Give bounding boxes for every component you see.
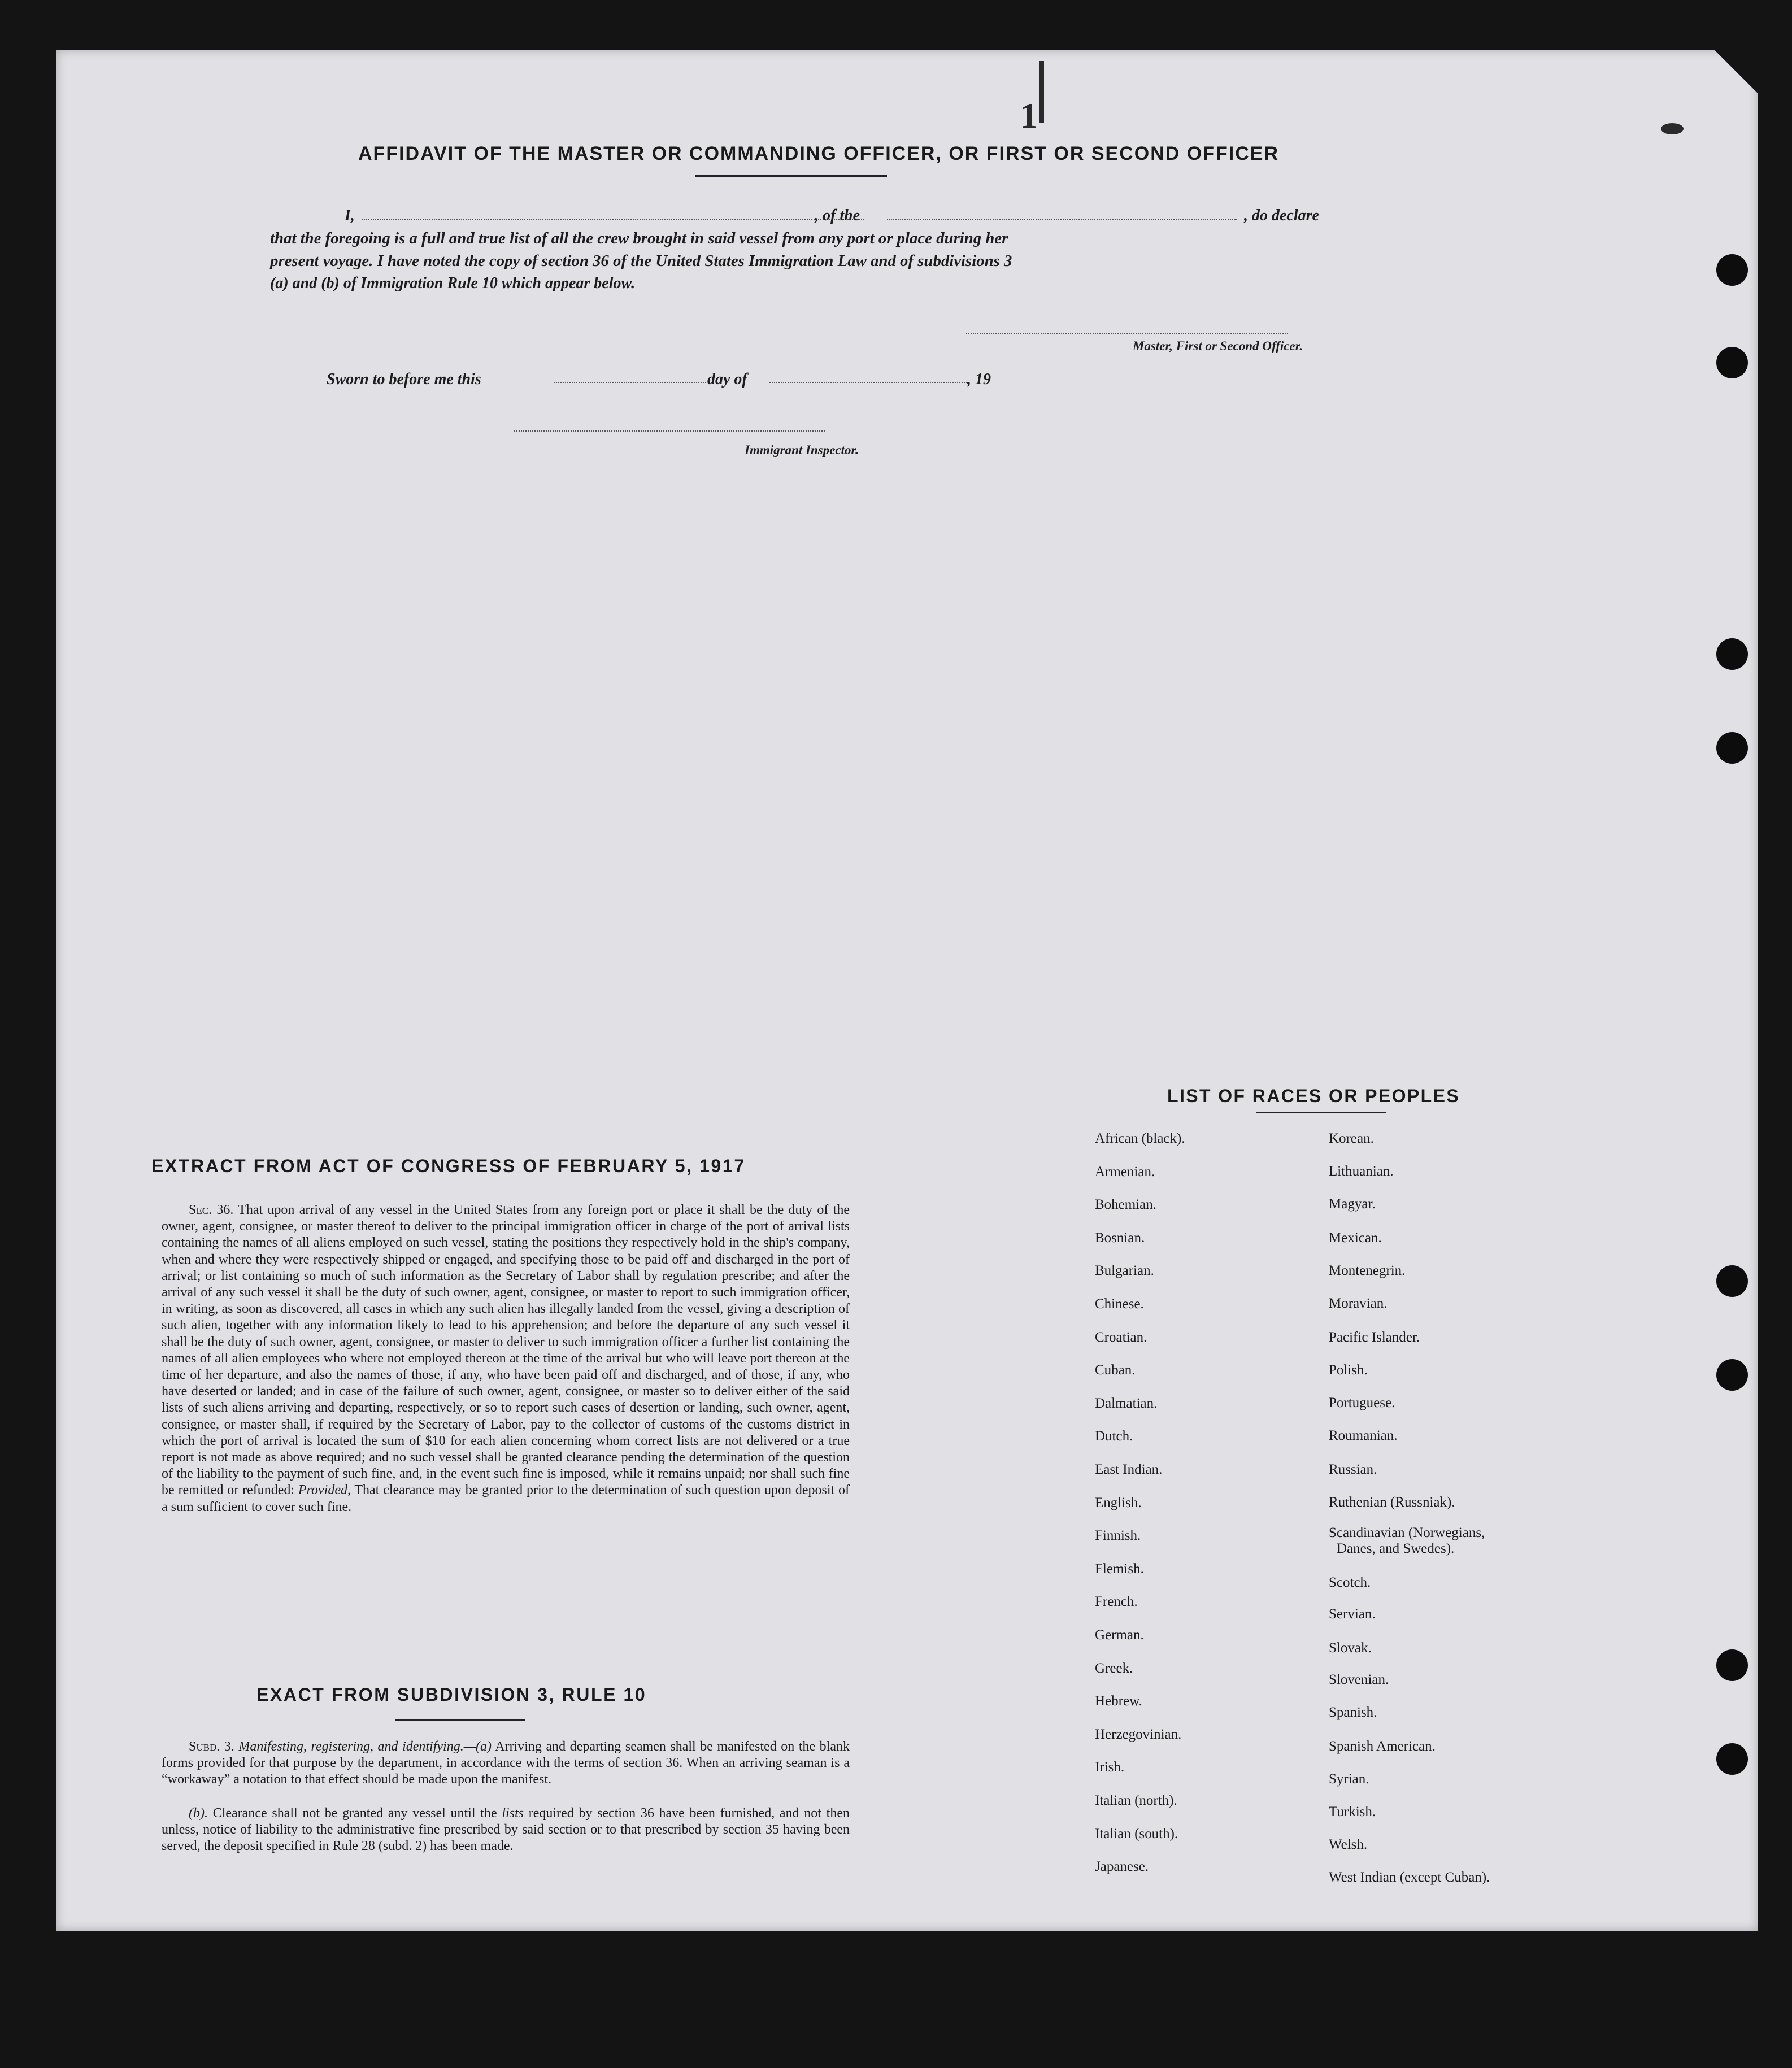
document-page [56,50,1758,1931]
punch-hole [1716,1649,1748,1681]
affidavit-line-3: present voyage. I have noted the copy of section 36 of the United States Immigration Law and of subdivisions 3 [270,252,1012,270]
punch-hole [1716,638,1748,670]
top-handwritten-mark: 1 [1020,95,1038,136]
subd-text: Arriving and departing seamen shall be manifested on the blank forms provided for that purpose by the department, in accordance with the terms of section 36. When an arriving seaman is a “workaway” a notation to that effect should be made upon the manifest. [162,1739,850,1787]
race-item: Slovak. [1329,1640,1372,1656]
races-heading-underline [1256,1112,1386,1113]
race-item: Moravian. [1329,1296,1388,1311]
race-item: Armenian. [1095,1164,1155,1179]
race-item: German. [1095,1627,1144,1643]
master-signature-label: Master, First or Second Officer. [1133,339,1303,353]
race-item: East Indian. [1095,1462,1163,1477]
race-item: African (black). [1095,1131,1185,1146]
race-item: Montenegrin. [1329,1263,1406,1278]
rule-heading: EXACT FROM SUBDIVISION 3, RULE 10 [256,1684,647,1705]
section-label: Sec. 36. [189,1203,234,1217]
race-item: Herzegovinian. [1095,1726,1182,1742]
vessel-blank[interactable] [887,219,1237,220]
race-item: Mexican. [1329,1230,1382,1246]
affidavit-line-2: that the foregoing is a full and true list of all the crew brought in said vessel from any port or place during her [270,229,1008,247]
race-item: Greek. [1095,1660,1133,1676]
master-signature-blank[interactable] [966,333,1288,334]
provided-text: That clearance may be granted prior to the determination of such question upon deposit of a sum sufficient to cover such fine. [162,1483,850,1514]
race-item: Dalmatian. [1095,1395,1158,1411]
race-item: Slovenian. [1329,1672,1389,1687]
race-item: Spanish American. [1329,1739,1436,1754]
race-item: Dutch. [1095,1429,1133,1444]
race-item: Croatian. [1095,1329,1147,1345]
race-item: West Indian (except Cuban). [1329,1870,1490,1885]
race-item: English. [1095,1495,1142,1510]
subd-label: Subd. 3. [189,1739,234,1754]
race-item: Hebrew. [1095,1693,1142,1709]
race-item: Spanish. [1329,1705,1377,1720]
race-item: Polish. [1329,1362,1368,1378]
inspector-signature-blank[interactable] [514,430,825,432]
race-item: Portuguese. [1329,1395,1395,1410]
inspector-label: Immigrant Inspector. [745,443,859,457]
race-item: Bulgarian. [1095,1263,1154,1279]
punch-hole [1716,347,1748,378]
race-item: Lithuanian. [1329,1164,1394,1179]
race-item: Cuban. [1095,1362,1136,1378]
race-item: Finnish. [1095,1528,1141,1544]
top-ink-mark [1039,61,1044,123]
race-item: Bohemian. [1095,1197,1157,1213]
races-heading: LIST OF RACES OR PEOPLES [1167,1086,1460,1106]
rule-subd-3 [162,1739,850,1788]
b-text-1: Clearance shall not be granted any vessel until the [212,1806,497,1821]
act-section-36 [162,1202,850,1516]
affidavit-line-4: (a) and (b) of Immigration Rule 10 which appear below. [270,275,636,292]
race-item: Pacific Islander. [1329,1330,1420,1345]
sworn-prefix: Sworn to before me this [327,371,481,388]
affidavit-i: I, [345,207,355,224]
race-item: Italian (south). [1095,1826,1178,1841]
race-item: Chinese. [1095,1296,1144,1312]
race-item: Korean. [1329,1131,1374,1146]
race-item: Japanese. [1095,1859,1149,1875]
race-item: Magyar. [1329,1196,1376,1212]
sworn-month-blank[interactable] [769,382,967,383]
race-item: Russian. [1329,1462,1377,1477]
punch-hole [1716,1265,1748,1297]
sworn-year: , 19 [967,371,991,388]
act-heading: EXTRACT FROM ACT OF CONGRESS OF FEBRUARY 5, 1917 [151,1156,746,1176]
rule-subd-b [162,1805,850,1855]
race-item: Syrian. [1329,1771,1369,1787]
b-label: (b). [189,1806,208,1821]
race-item: Bosnian. [1095,1230,1145,1246]
race-item: Flemish. [1095,1561,1144,1577]
race-item: Roumanian. [1329,1428,1398,1443]
ink-smudge [1661,123,1684,134]
race-item: Scandinavian (Norwegians, [1329,1525,1485,1540]
name-blank[interactable] [362,219,864,220]
affidavit-do-declare: , do declare [1244,207,1319,224]
race-item: Turkish. [1329,1804,1376,1819]
rule-heading-underline [395,1719,525,1721]
punch-hole [1716,732,1748,764]
b-lists: lists [502,1806,524,1821]
race-item: Italian (north). [1095,1793,1177,1808]
heading-underline [695,175,887,177]
punch-hole [1716,1359,1748,1391]
provided-label: Provided, [298,1483,351,1498]
race-item: Irish. [1095,1760,1125,1775]
folded-corner [1711,46,1761,97]
race-item: French. [1095,1594,1138,1610]
race-item: Scotch. [1329,1575,1371,1590]
race-item: Danes, and Swedes). [1337,1541,1455,1556]
section-text: That upon arrival of any vessel in the United States from any foreign port or place it shall be the duty of the owner, agent, consignee, or master thereof to deliver to the principal immigration officer in charge of the port of arrival lists containing the names of all aliens employed on such vessel, stating the positions they respectively hold in the ship's company, when and where they were respectively shipped or engaged, and specifying those to be paid off and discharged in the port of arrival; or list containing so much of such information as the Secretary of Labor shall by regulation prescribe; and after the arrival of any such vessel it shall be the duty of such owner, agent, consignee, or master to report to such immigration officer, in writing, as soon as discovered, all cases in which any such alien has illegally landed from the vessel, giving a description of such alien, together with any information likely to lead to his apprehension; and before the departure of any such vessel it shall be the duty of such owner, agent, consignee, or master to deliver to such immigration officer a further list containing the names of all alien employees who where not employed thereon at the time of the arrival but who will leave port thereon at the time of her departure, and also the names of those, if any, who have been paid off and discharged, and of those, if any, who have deserted or landed; and in case of the failure of such owner, agent, consignee, or master so to deliver either of the said lists of such aliens arriving and departing, respectively, or so to report such cases of desertion or landing, such owner, agent, consignee, or master shall, if required by the Secretary of Labor, pay to the collector of customs of the customs district in which the port of arrival is located the sum of $10 for each alien concerning whom correct lists are not delivered or a true report is not made as above required; and no such vessel shall be granted clearance pending the determination of the question of the liability to the payment of such fine, and, in the event such fine is imposed, while it remains unpaid; nor shall such fine be remitted or refunded: [162,1203,850,1498]
affidavit-heading: AFFIDAVIT OF THE MASTER OR COMMANDING OFFICER, OR FIRST OR SECOND OFFICER [358,143,1279,164]
affidavit-of-the: , of the [815,207,860,224]
race-item: Ruthenian (Russniak). [1329,1495,1455,1510]
punch-hole [1716,254,1748,286]
race-item: Welsh. [1329,1837,1368,1852]
subd-title: Manifesting, registering, and identifying.—(a) [238,1739,492,1754]
punch-hole [1716,1743,1748,1775]
race-item: Servian. [1329,1606,1376,1622]
sworn-day-of: day of [707,371,747,388]
b-text-2: required by section 36 have been furnished, and not then unless, notice of liability to the administrative fine prescribed by said section or to that prescribed by section 35 having been served, the deposit specified in Rule 28 (subd. 2) has been made. [162,1806,850,1854]
sworn-day-blank[interactable] [554,382,706,383]
